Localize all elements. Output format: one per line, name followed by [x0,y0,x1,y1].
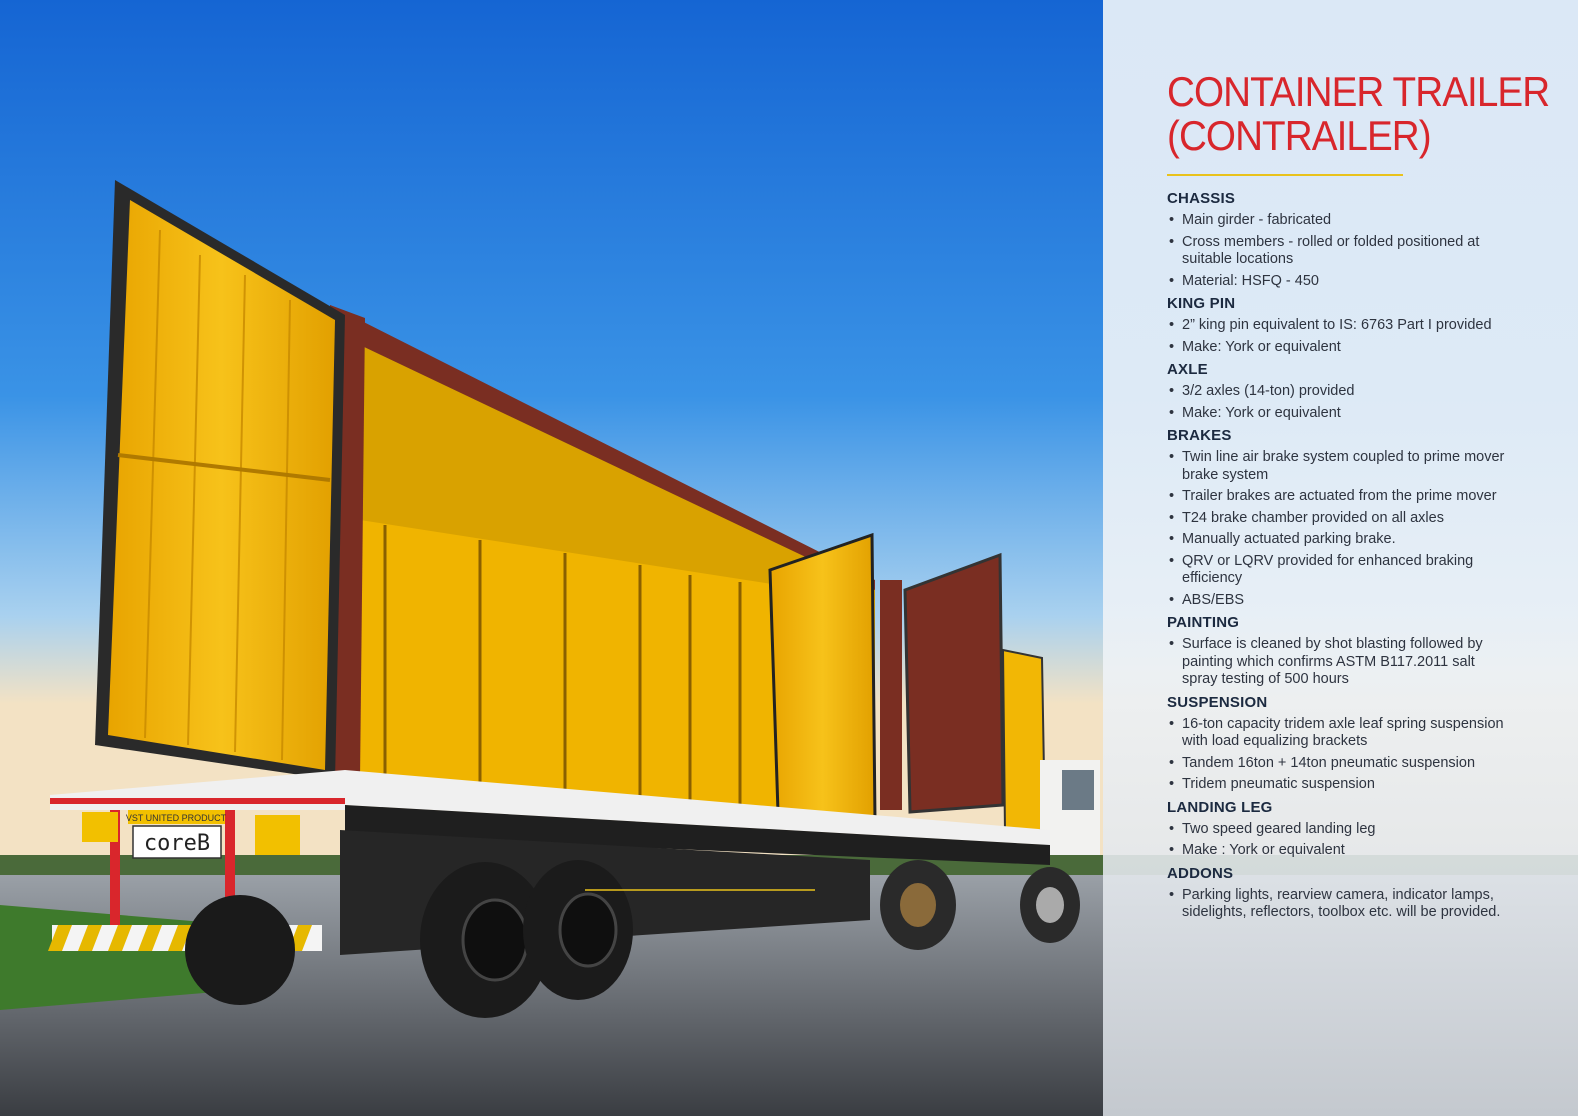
bullet-item: • Surface is cleaned by shot blasting followed by painting which confirms ASTM B117.2011 salt spray testing of 500 hours [1167,636,1512,689]
spec-list [1167,189,1512,926]
section-heading: PAINTING [1167,614,1240,631]
spec-section-brakes [1167,426,1512,609]
bullet-list [1167,383,1512,422]
spec-section-painting [1167,613,1512,689]
bullet-list [1167,821,1512,860]
bullet-item: • QRV or LQRV provided for enhanced braking efficiency [1167,553,1512,588]
bullet-list [1167,449,1512,609]
side-door-brown [905,555,1003,812]
title-underline [1167,174,1403,176]
bullet-item: • 3/2 axles (14-ton) provided [1167,383,1512,401]
brand-logo: coreB [143,831,211,856]
bullet-item: • 16-ton capacity tridem axle leaf spring suspension with load equalizing brackets [1167,716,1512,751]
bullet-item: • Main girder - fabricated [1167,212,1512,230]
bullet-item: • Make : York or equivalent [1167,842,1512,860]
section-heading: BRAKES [1167,427,1232,444]
bullet-item: • Tridem pneumatic suspension [1167,776,1512,794]
page-title [1167,70,1549,158]
side-door-2 [1003,650,1045,832]
spec-section-landing-leg [1167,798,1512,860]
spec-section-addons [1167,864,1512,922]
section-heading: AXLE [1167,361,1208,378]
bullet-list [1167,636,1512,689]
spec-section-chassis [1167,189,1512,290]
bullet-list [1167,212,1512,290]
bullet-item: • Two speed geared landing leg [1167,821,1512,839]
bullet-item: • T24 brake chamber provided on all axles [1167,510,1512,528]
bullet-item: • Manually actuated parking brake. [1167,531,1512,549]
spec-section-suspension [1167,693,1512,794]
bullet-item: • ABS/EBS [1167,592,1512,610]
bullet-list [1167,887,1512,922]
section-heading: KING PIN [1167,295,1236,312]
bullet-item: • Trailer brakes are actuated from the prime mover [1167,488,1512,506]
plate-label: VST UNITED PRODUCT [125,813,227,823]
title-line-1: CONTAINER TRAILER [1167,68,1550,115]
bullet-item: • Twin line air brake system coupled to prime mover brake system [1167,449,1512,484]
bullet-item: • Parking lights, rearview camera, indicator lamps, sidelights, reflectors, toolbox etc. will be provided. [1167,887,1512,922]
bullet-item: • Tandem 16ton + 14ton pneumatic suspension [1167,755,1512,773]
side-door-1 [770,535,875,820]
bullet-item: • Make: York or equivalent [1167,405,1512,423]
bullet-item: • Material: HSFQ - 450 [1167,273,1512,291]
spec-section-king-pin [1167,294,1512,356]
section-heading: CHASSIS [1167,190,1236,207]
section-heading: ADDONS [1167,864,1234,882]
section-heading: SUSPENSION [1167,693,1268,711]
bullet-item: • Make: York or equivalent [1167,339,1512,357]
bullet-list [1167,317,1512,356]
bullet-item: • Cross members - rolled or folded positioned at suitable locations [1167,234,1512,269]
bullet-list [1167,716,1512,794]
spec-section-axle [1167,360,1512,422]
section-heading: LANDING LEG [1167,798,1273,816]
bullet-item: • 2” king pin equivalent to IS: 6763 Part I provided [1167,317,1512,335]
title-line-2: (CONTRAILER) [1167,112,1431,159]
